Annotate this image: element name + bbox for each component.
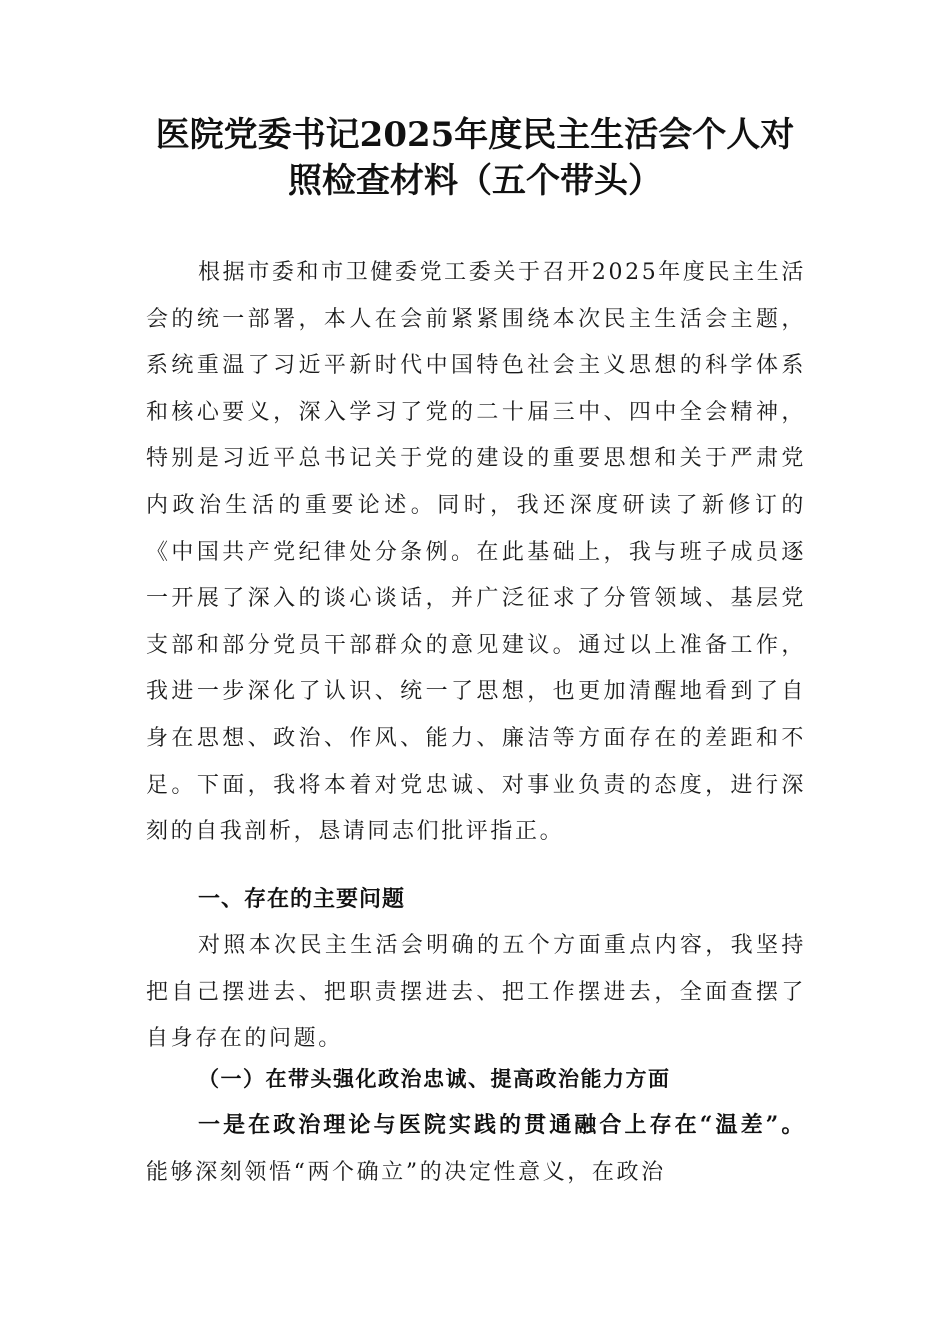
section-heading-problems: 一、存在的主要问题	[198, 887, 406, 912]
point-text: 能够深刻领悟“两个确立”的决定性意义，在政治	[146, 1159, 666, 1185]
point-lead: 一是在政治理论与医院实践的贯通融合上存在“温差”。	[198, 1112, 806, 1138]
title-line-1: 医院党委书记2025年度民主生活会个人对	[155, 115, 795, 155]
subsection-heading-political-loyalty: （一）在带头强化政治忠诚、提高政治能力方面	[198, 1066, 671, 1091]
intro-paragraph: 根据市委和市卫健委党工委关于召开2025年度民主生活会的统一部署，本人在会前紧紧围绕本次民主生活会主题，系统重温了习近平新时代中国特色社会主义思想的科学体系和核心要义，深入学习了党的二十届三中、四中全会精神，特别是习近平总书记关于党的建设的重要思想和关于严肃党内政治生活的重要论述。同时，我还深度研读了新修订的《中国共产党纪律处分条例。在此基础上，我与班子成员逐一开展了深入的谈心谈话，并广泛征求了分管领域、基层党支部和部分党员干部群众的意见建议。通过以上准备工作，我进一步深化了认识、统一了思想，也更加清醒地看到了自身在思想、政治、作风、能力、廉洁等方面存在的差距和不足。下面，我将本着对党忠诚、对事业负责的态度，进行深刻的自我剖析，恳请同志们批评指正。	[146, 260, 806, 845]
point-paragraph	[146, 1102, 806, 1196]
title-line-2: 照检查材料（五个带头）	[288, 161, 662, 201]
document-title	[120, 112, 830, 204]
section-paragraph: 对照本次民主生活会明确的五个方面重点内容，我坚持把自己摆进去、把职责摆进去、把工作摆进去，全面查摆了自身存在的问题。	[146, 933, 806, 1052]
